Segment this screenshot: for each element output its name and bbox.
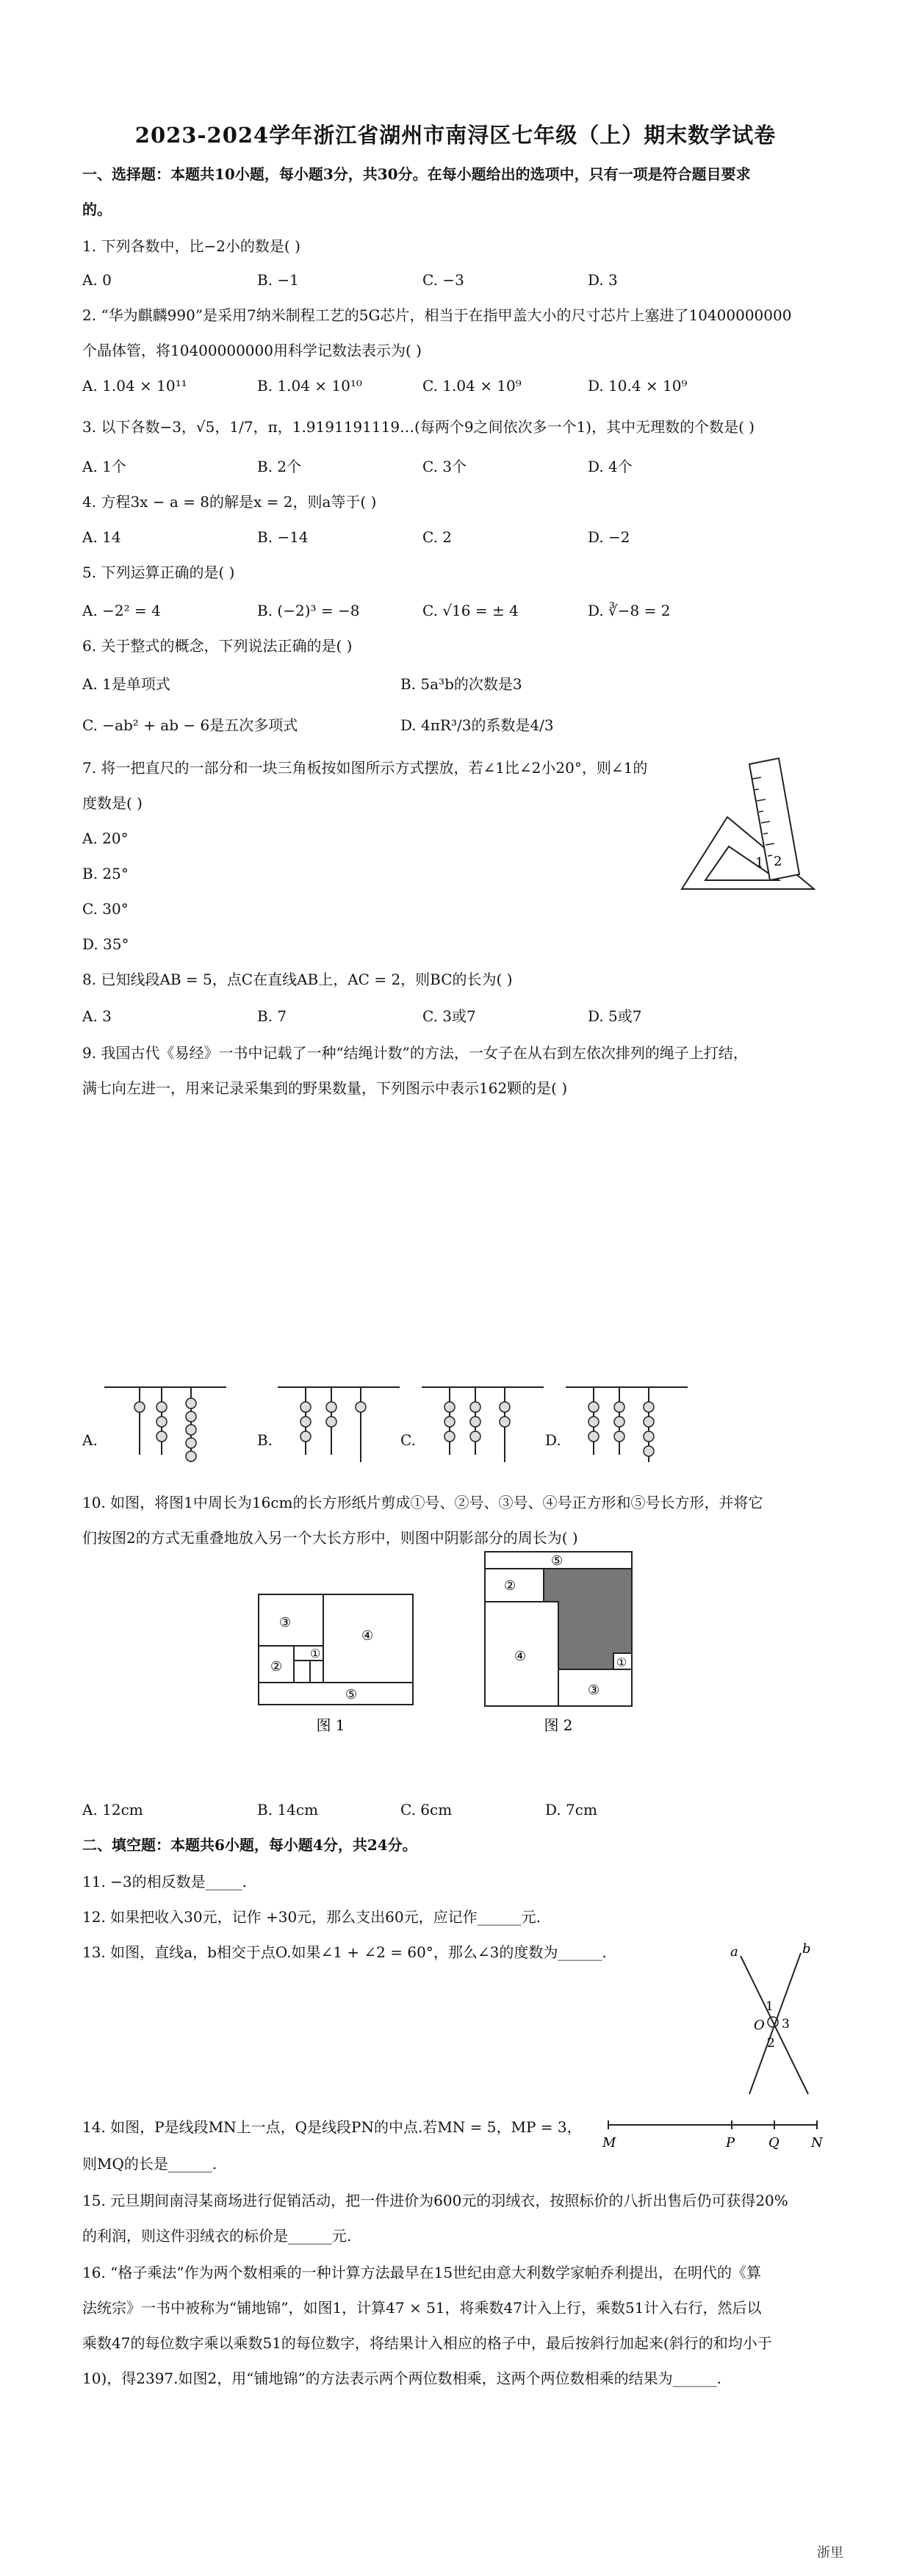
q6-option-d[interactable]: D. 4πR³/3的系数是4/3	[400, 716, 554, 734]
angle-1-label: 1	[755, 855, 764, 871]
section1-heading-cont: 的。	[82, 201, 112, 218]
question-6: 6. 关于整式的概念，下列说法正确的是( )	[82, 637, 353, 655]
fig1-label-5: ⑤	[345, 1687, 358, 1702]
point-q-label: Q	[768, 2135, 779, 2151]
knot-figure-b	[276, 1381, 401, 1469]
angle3-label: 3	[782, 2017, 790, 2032]
question-11: 11. −3的相反数是_____.	[82, 1873, 248, 1890]
angle-2-label: 2	[774, 854, 782, 869]
q10-option-d[interactable]: D. 7cm	[545, 1801, 597, 1818]
segment-mn-figure	[595, 2116, 830, 2153]
question-7-cont: 度数是( )	[82, 794, 143, 812]
fig1-caption: 图 1	[316, 1716, 345, 1734]
q5-option-d[interactable]: D. ∛−8 = 2	[588, 602, 671, 619]
question-2-cont: 个晶体管，将10400000000用科学记数法表示为( )	[82, 342, 422, 359]
question-4: 4. 方程3x − a = 8的解是x = 2，则a等于( )	[82, 493, 377, 511]
angle1-label: 1	[766, 1999, 774, 2014]
q3-option-a[interactable]: A. 1个	[82, 458, 126, 475]
q4-option-b[interactable]: B. −14	[257, 528, 309, 546]
line-a-label: a	[730, 1944, 738, 1960]
q3-option-c[interactable]: C. 3个	[422, 458, 467, 475]
q10-option-a[interactable]: A. 12cm	[82, 1801, 143, 1818]
knot-figure-a	[103, 1381, 228, 1469]
q8-option-d[interactable]: D. 5或7	[588, 1007, 642, 1025]
q8-option-c[interactable]: C. 3或7	[422, 1007, 476, 1025]
fig1-label-1: ①	[310, 1647, 321, 1661]
q10-option-c[interactable]: C. 6cm	[400, 1801, 453, 1818]
q8-option-b[interactable]: B. 7	[257, 1007, 287, 1025]
question-14-cont: 则MQ的长是______.	[82, 2155, 217, 2173]
q1-option-b[interactable]: B. −1	[257, 271, 299, 289]
section1-heading: 一、选择题：本题共10小题，每小题3分，共30分。在每小题给出的选项中，只有一项是符合题目要求	[82, 165, 751, 183]
question-14: 14. 如图，P是线段MN上一点，Q是线段PN的中点.若MN = 5，MP = 3，	[82, 2118, 582, 2136]
q4-option-a[interactable]: A. 14	[82, 528, 121, 546]
question-16-cont-3: 10)，得2397.如图2，用“铺地锦”的方法表示两个两位数相乘，这两个两位数相乘的结果为______.	[82, 2370, 722, 2387]
q5-option-a[interactable]: A. −2² = 4	[82, 602, 161, 619]
q6-option-a[interactable]: A. 1是单项式	[82, 675, 170, 693]
line-b-label: b	[802, 1941, 811, 1957]
fig2-label-4: ④	[514, 1649, 527, 1664]
question-13: 13. 如图，直线a，b相交于点O.如果∠1 + ∠2 = 60°，那么∠3的度数为______.	[82, 1943, 607, 1961]
q9-option-c[interactable]: C.	[400, 1431, 416, 1449]
question-7: 7. 将一把直尺的一部分和一块三角板按如图所示方式摆放，若∠1比∠2小20°，则∠1的	[82, 759, 648, 777]
point-p-label: P	[726, 2135, 735, 2151]
intersecting-lines-figure	[720, 1940, 830, 2101]
q5-option-c[interactable]: C. √16 = ± 4	[422, 602, 519, 619]
q4-option-d[interactable]: D. −2	[588, 528, 630, 546]
question-1: 1. 下列各数中，比−2小的数是( )	[82, 237, 300, 255]
knot-figure-c	[420, 1381, 545, 1469]
question-8: 8. 已知线段AB = 5，点C在直线AB上，AC = 2，则BC的长为( )	[82, 971, 513, 988]
question-3: 3. 以下各数−3，√5，1/7，π，1.9191191119…(每两个9之间依次多一个1)，其中无理数的个数是( )	[82, 418, 755, 436]
fig1-label-4: ④	[361, 1628, 374, 1644]
q4-option-c[interactable]: C. 2	[422, 528, 453, 546]
question-9-cont: 满七向左进一，用来记录采集到的野果数量，下列图示中表示162颗的是( )	[82, 1079, 568, 1097]
question-16: 16. “格子乘法”作为两个数相乘的一种计算方法最早在15世纪由意大利数学家帕乔利提出，在明代的《算	[82, 2264, 762, 2281]
fig2-caption: 图 2	[544, 1716, 573, 1734]
q2-option-d[interactable]: D. 10.4 × 10⁹	[588, 377, 688, 395]
q7-option-b[interactable]: B. 25°	[82, 865, 129, 882]
q1-option-d[interactable]: D. 3	[588, 271, 618, 289]
q7-option-d[interactable]: D. 35°	[82, 935, 129, 953]
section2-heading: 二、填空题：本题共6小题，每小题4分，共24分。	[82, 1836, 417, 1854]
rectangle-figures	[250, 1550, 676, 1749]
watermark: 浙里	[817, 2545, 843, 2561]
fig1-label-2: ②	[270, 1659, 283, 1674]
page-title: 2023-2024学年浙江省湖州市南浔区七年级（上）期末数学试卷	[134, 123, 777, 148]
question-2: 2. “华为麒麟990”是采用7纳米制程工艺的5G芯片，相当于在指甲盖大小的尺寸芯片上塞进了10400000000	[82, 306, 792, 324]
question-15-cont: 的利润，则这件羽绒衣的标价是______元.	[82, 2227, 352, 2245]
q5-option-b[interactable]: B. (−2)³ = −8	[257, 602, 360, 619]
q7-option-c[interactable]: C. 30°	[82, 900, 129, 918]
question-10: 10. 如图，将图1中周长为16cm的长方形纸片剪成①号、②号、③号、④号正方形和⑤号长方形，并将它	[82, 1494, 763, 1511]
fig2-label-2: ②	[504, 1578, 516, 1594]
q6-option-c[interactable]: C. −ab² + ab − 6是五次多项式	[82, 716, 298, 734]
point-o-label: O	[754, 2018, 765, 2033]
q9-option-d[interactable]: D.	[545, 1431, 561, 1449]
q6-option-b[interactable]: B. 5a³b的次数是3	[400, 675, 522, 693]
fig2-label-5: ⑤	[551, 1553, 563, 1569]
question-12: 12. 如果把收入30元，记作 +30元，那么支出60元，应记作______元.	[82, 1908, 541, 1926]
q2-option-b[interactable]: B. 1.04 × 10¹⁰	[257, 377, 362, 395]
q9-option-b[interactable]: B.	[257, 1431, 273, 1449]
question-10-cont: 们按图2的方式无重叠地放入另一个大长方形中，则图中阴影部分的周长为( )	[82, 1529, 578, 1547]
q7-option-a[interactable]: A. 20°	[82, 830, 129, 847]
point-m-label: M	[602, 2135, 616, 2151]
question-16-cont-1: 法统宗》一书中被称为“铺地锦”，如图1，计算47 × 51，将乘数47计入上行，乘数51计入右行，然后以	[82, 2299, 762, 2317]
point-n-label: N	[811, 2135, 823, 2151]
q1-option-c[interactable]: C. −3	[422, 271, 464, 289]
q3-option-d[interactable]: D. 4个	[588, 458, 633, 475]
q1-option-a[interactable]: A. 0	[82, 271, 112, 289]
q2-option-c[interactable]: C. 1.04 × 10⁹	[422, 377, 522, 395]
question-16-cont-2: 乘数47的每位数字乘以乘数51的每位数字，将结果计入相应的格子中，最后按斜行加起来(斜行的和均小于	[82, 2334, 772, 2352]
angle2-label: 2	[767, 2036, 775, 2051]
knot-figure-d	[564, 1381, 689, 1469]
ruler-triangle-figure	[676, 749, 823, 896]
question-5: 5. 下列运算正确的是( )	[82, 564, 235, 581]
q10-option-b[interactable]: B. 14cm	[257, 1801, 319, 1818]
fig2-label-3: ③	[588, 1683, 600, 1698]
q2-option-a[interactable]: A. 1.04 × 10¹¹	[82, 377, 187, 395]
question-9: 9. 我国古代《易经》一书中记载了一种“结绳计数”的方法，一女子在从右到左依次排列的绳子上打结，	[82, 1044, 748, 1062]
q9-option-a[interactable]: A.	[82, 1431, 98, 1449]
q8-option-a[interactable]: A. 3	[82, 1007, 112, 1025]
q3-option-b[interactable]: B. 2个	[257, 458, 302, 475]
fig2-label-1: ①	[616, 1655, 627, 1669]
question-15: 15. 元旦期间南浔某商场进行促销活动，把一件进价为600元的羽绒衣，按照标价的八折出售后仍可获得20%	[82, 2192, 788, 2209]
fig1-label-3: ③	[279, 1615, 292, 1630]
